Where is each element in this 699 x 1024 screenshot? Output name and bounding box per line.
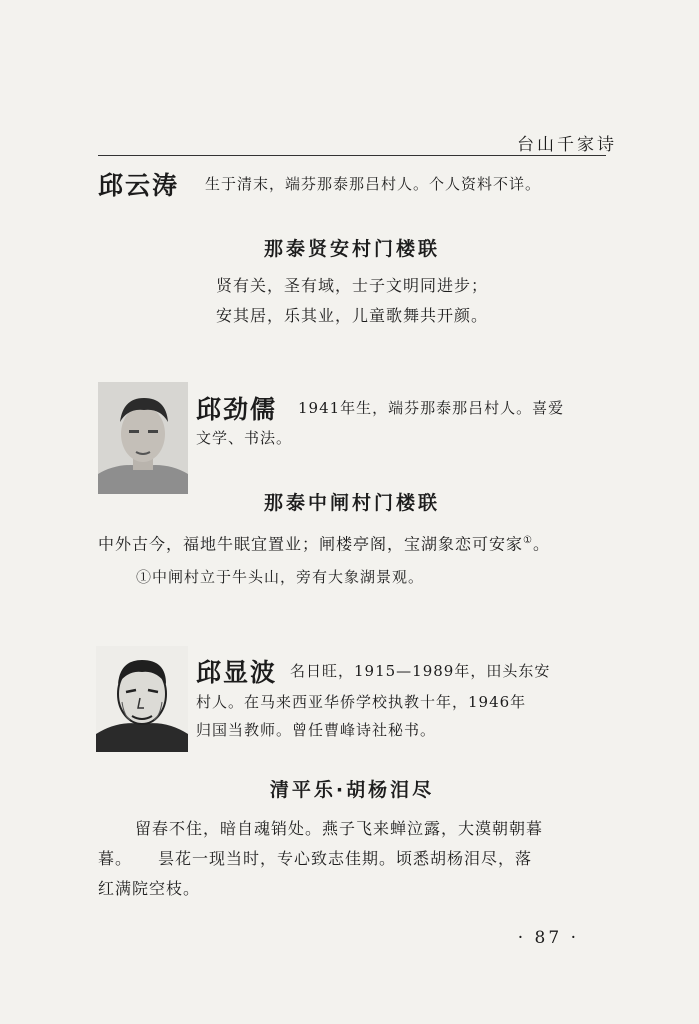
poem-title-3: 清平乐·胡杨泪尽 (269, 779, 435, 801)
author-name-1: 邱云涛 (98, 171, 180, 200)
author-bio-2-line2: 文学、书法。 (196, 429, 293, 447)
page-number: · 87 · (517, 928, 579, 948)
footnote-marker: ① (523, 535, 533, 546)
author-bio-3-line1: 名日旺，1915—1989年，田头东安 (290, 662, 551, 680)
poem-line-1: 留春不住，暗自魂销处。燕子飞来蝉泣露，大漠朝朝暮 (135, 819, 544, 838)
couplet-end-mark: 。 (532, 534, 550, 554)
author-photo-2 (98, 382, 188, 494)
couplet-text: 中外古今，福地牛眠宜置业；闸楼亭阁，宝湖象恋可安家 (98, 534, 524, 554)
author-name-2: 邱劲儒 (196, 395, 278, 424)
poem-title-2: 那泰中闸村门楼联 (263, 492, 440, 514)
poem-line-2: 暮。 昙花一现当时，专心致志佳期。顷悉胡杨泪尽，落 (98, 849, 533, 868)
running-head: 台山千家诗 (517, 135, 617, 155)
poem-line-3: 红满院空枝。 (98, 879, 201, 898)
couplet-line-1: 贤有关，圣有域，士子文明同进步； (215, 276, 488, 295)
author-bio-1: 生于清末，端芬那泰那吕村人。个人资料不详。 (205, 175, 542, 193)
couplet-line-2: 安其居，乐其业，儿童歌舞共开颜。 (215, 306, 488, 325)
author-bio-3-line2: 村人。在马来西亚华侨学校执教十年，1946年 (196, 693, 527, 711)
author-bio-2-line1: 1941年生，端芬那泰那吕村人。喜爱 (298, 399, 565, 417)
poem-title-1: 那泰贤安村门楼联 (263, 238, 440, 260)
couplet-line (98, 527, 550, 558)
author-name-3: 邱显波 (196, 658, 278, 687)
author-photo-3 (96, 646, 188, 752)
author-bio-3-line3: 归国当教师。曾任曹峰诗社秘书。 (196, 721, 437, 739)
footnote: ①中闸村立于牛头山，旁有大象湖景观。 (136, 568, 425, 586)
header-rule (98, 155, 606, 156)
